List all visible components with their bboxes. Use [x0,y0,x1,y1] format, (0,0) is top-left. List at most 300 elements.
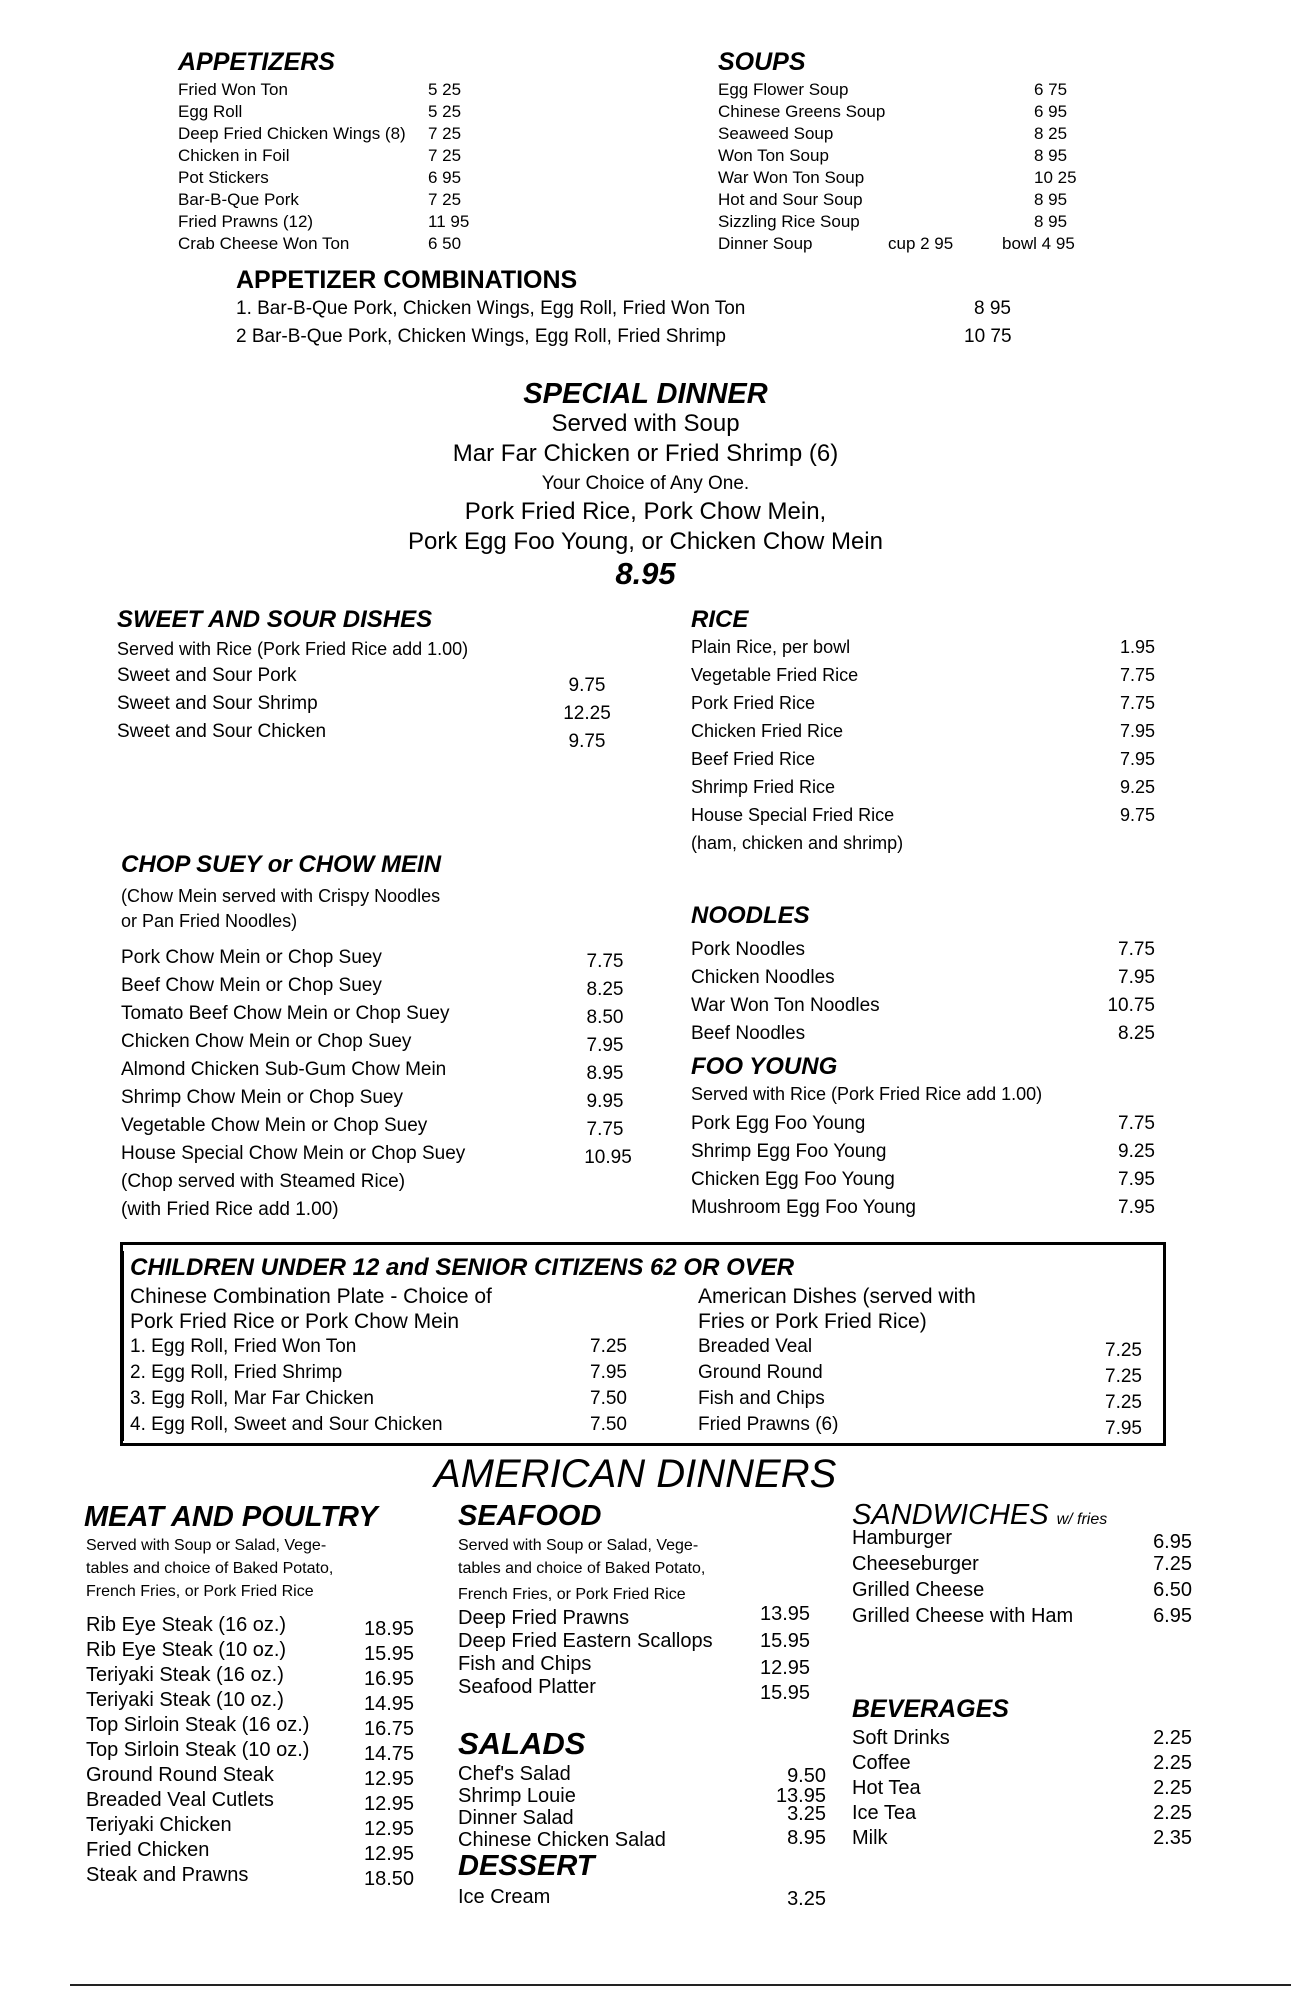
item-name: Mushroom Egg Foo Young [691,1197,916,1218]
item-name: Shrimp Chow Mein or Chop Suey [121,1087,403,1108]
item-name: Chicken Egg Foo Young [691,1169,895,1190]
beverages-title: BEVERAGES [852,1695,1009,1723]
item-name: 3. Egg Roll, Mar Far Chicken [130,1388,374,1409]
item-price: 7.25 [590,1336,627,1357]
children-right-list [698,1336,1158,1440]
list-item [117,693,637,724]
children-left-list [130,1336,650,1440]
list-item [718,168,1088,190]
list-item [852,1827,1192,1852]
bottom-rule [70,1984,1291,1986]
item-name: Top Sirloin Steak (16 oz.) [86,1714,310,1736]
item-price: 9.25 [1118,1141,1155,1162]
item-name: Ice Tea [852,1802,917,1824]
item-name: Crab Cheese Won Ton [178,234,350,253]
item-name: Breaded Veal [698,1336,813,1357]
list-item [458,1829,838,1851]
item-name: Tomato Beef Chow Mein or Chop Suey [121,1003,450,1024]
appetizer-combinations-list [236,298,1036,354]
item-price: 14.75 [363,1743,415,1765]
list-item [691,1169,1161,1197]
special-dinner-line3: Your Choice of Any One. [541,473,750,494]
item-name: Seafood Platter [458,1676,596,1698]
item-price: 8.50 [586,1007,624,1028]
list-item [691,967,1161,995]
chop-suey-note2: or Pan Fried Noodles) [121,911,298,931]
list-item [691,1113,1161,1141]
appetizers-title: APPETIZERS [178,48,335,76]
item-price: 7.25 [1105,1340,1142,1361]
item-price: 7.95 [1118,1197,1155,1218]
list-item [121,1003,641,1031]
item-price: 6 95 [1034,102,1068,121]
children-right-line2: Fries or Pork Fried Rice) [698,1310,927,1333]
item-name: Beef Chow Mein or Chop Suey [121,975,382,996]
item-name: 2 Bar-B-Que Pork, Chicken Wings, Egg Roll, Fried Shrimp [236,326,726,347]
special-dinner-line2: Mar Far Chicken or Fried Shrimp (6) [452,440,839,467]
item-name: Chinese Greens Soup [718,102,886,121]
item-name: Dinner Soup [718,234,813,253]
children-title: CHILDREN UNDER 12 and SENIOR CITIZENS 62 OR OVER [130,1254,795,1281]
item-price: 12.25 [563,703,611,724]
list-item [130,1336,650,1362]
item-name: Fried Prawns (6) [698,1414,839,1435]
list-item [691,1197,1161,1225]
item-name: Steak and Prawns [86,1864,249,1886]
item-name: 1. Egg Roll, Fried Won Ton [130,1336,357,1357]
item-price: 15.95 [760,1682,811,1704]
item-price: 9.95 [586,1091,624,1112]
dessert-title: DESSERT [458,1850,595,1882]
chop-suey-title: CHOP SUEY or CHOW MEIN [121,851,442,878]
list-item [117,721,637,752]
list-item [458,1676,838,1704]
item-name: Deep Fried Chicken Wings (8) [178,124,406,143]
item-name: Chinese Chicken Salad [458,1829,666,1851]
item-price: 7.75 [1118,1113,1155,1134]
item-name: Shrimp Louie [458,1785,576,1807]
list-item [458,1886,838,1914]
item-price: 9.25 [1119,777,1155,797]
item-name: Seaweed Soup [718,124,834,143]
appetizer-combinations-title: APPETIZER COMBINATIONS [236,266,578,294]
list-item [121,947,641,975]
list-item [86,1614,446,1639]
list-item [236,326,1036,354]
item-price: 15.95 [363,1643,415,1665]
item-name: 2. Egg Roll, Fried Shrimp [130,1362,343,1383]
item-price: 8 25 [1034,124,1068,143]
seafood-note2: tables and choice of Baked Potato, [458,1560,706,1577]
list-item [852,1727,1192,1752]
chop-suey-note4: (with Fried Rice add 1.00) [121,1199,339,1220]
item-price: 7.95 [1118,967,1155,988]
beverages-list [852,1727,1192,1852]
item-name: Teriyaki Steak (10 oz.) [86,1689,284,1711]
item-name: Vegetable Fried Rice [691,665,859,685]
list-item [121,1115,641,1143]
list-item [458,1653,838,1679]
item-name: Grilled Cheese with Ham [852,1605,1074,1627]
item-price: 7.95 [1118,1169,1155,1190]
list-item [458,1630,838,1653]
list-item [698,1336,1158,1362]
list-item [178,212,488,234]
item-price: 12.95 [363,1843,415,1865]
item-price: 6 50 [428,234,462,253]
item-name: Egg Roll [178,102,243,121]
sandwiches-list [852,1527,1192,1631]
list-item [178,190,488,212]
item-name: Bar-B-Que Pork [178,190,299,209]
sweet-sour-note: Served with Rice (Pork Fried Rice add 1.00) [117,639,469,659]
list-item [178,124,488,146]
item-price: 11 95 [428,212,470,231]
item-name: House Special Chow Mein or Chop Suey [121,1143,466,1164]
item-price: 2.25 [1153,1727,1192,1749]
item-price: 7.95 [586,1035,624,1056]
list-item [718,102,1088,124]
special-dinner-line1: Served with Soup [551,410,740,437]
special-dinner-title: SPECIAL DINNER [523,378,768,410]
item-price: 10.95 [584,1147,632,1168]
item-price: 9.75 [568,731,606,752]
item-name: Shrimp Fried Rice [691,777,836,797]
list-item [86,1814,446,1839]
item-price: 7 25 [428,190,462,209]
item-name: Beef Noodles [691,1023,806,1044]
item-price: 8 95 [1034,212,1068,231]
list-item [178,168,488,190]
dessert-list [458,1886,838,1914]
item-price: 7.75 [586,1119,624,1140]
list-item [121,1143,641,1171]
dinner-soup-row [718,234,1088,256]
item-price: 8 95 [974,298,1011,319]
item-name: Hot Tea [852,1777,921,1799]
meat-poultry-note3: French Fries, or Pork Fried Rice [86,1583,314,1600]
item-name: Grilled Cheese [852,1579,985,1601]
american-dinners-title: AMERICAN DINNERS [434,1452,837,1496]
list-item [121,1087,641,1115]
list-item [236,298,1036,326]
item-price: 13.95 [775,1785,826,1807]
item-name: Top Sirloin Steak (10 oz.) [86,1739,310,1761]
item-name: Soft Drinks [852,1727,950,1749]
item-price: 7 25 [428,146,462,165]
item-price: 6.50 [1153,1579,1192,1601]
item-price: 6 95 [428,168,462,187]
list-item [130,1388,650,1414]
list-item [691,721,1161,749]
item-name: Fish and Chips [698,1388,825,1409]
seafood-note1: Served with Soup or Salad, Vege- [458,1537,699,1554]
item-name: Cheeseburger [852,1553,979,1575]
list-item [130,1362,650,1388]
item-price: 6.95 [1153,1605,1192,1627]
list-item [691,995,1161,1023]
item-name: Coffee [852,1752,911,1774]
chop-suey-list [121,947,641,1227]
item-name: Fried Chicken [86,1839,210,1861]
item-price: 7.95 [1105,1418,1142,1439]
item-price: 18.50 [363,1868,415,1890]
sweet-sour-list [117,665,637,752]
rice-note: (ham, chicken and shrimp) [691,833,904,853]
rice-title: RICE [691,606,749,633]
item-name: Chicken Chow Mein or Chop Suey [121,1031,412,1052]
foo-young-title: FOO YOUNG [691,1053,838,1080]
item-name: Pork Noodles [691,939,806,960]
list-item [852,1553,1192,1579]
list-item [178,102,488,124]
list-item [86,1714,446,1739]
item-price: 10 25 [1034,168,1077,187]
list-item [852,1527,1192,1553]
item-name: Ground Round Steak [86,1764,274,1786]
item-name: Ground Round [698,1362,823,1383]
list-item [178,80,488,102]
item-name: Plain Rice, per bowl [691,637,851,657]
item-name: Hot and Sour Soup [718,190,863,209]
list-item [86,1864,446,1889]
item-price: 7.75 [1119,693,1155,713]
item-price: 9.75 [1119,805,1155,825]
item-price: 14.95 [363,1693,415,1715]
item-name: Deep Fried Eastern Scallops [458,1630,713,1652]
item-price: 6.95 [1153,1531,1192,1553]
meat-poultry-note2: tables and choice of Baked Potato, [86,1560,334,1577]
item-name: Chicken in Foil [178,146,290,165]
item-name: Sizzling Rice Soup [718,212,860,231]
item-name: Fish and Chips [458,1653,592,1675]
item-price: 2.25 [1153,1752,1192,1774]
children-left-line1: Chinese Combination Plate - Choice of [130,1285,492,1308]
noodles-title: NOODLES [691,902,810,929]
item-name: Rib Eye Steak (10 oz.) [86,1639,287,1661]
list-note [121,1171,641,1199]
item-name: Chicken Noodles [691,967,835,988]
item-price: 15.95 [760,1630,811,1652]
item-price: 13.95 [760,1603,811,1625]
item-price: 7.75 [586,951,624,972]
list-item [86,1764,446,1789]
noodles-list [691,939,1161,1051]
item-name: Almond Chicken Sub-Gum Chow Mein [121,1059,447,1080]
item-price: 5 25 [428,102,462,121]
list-item [852,1777,1192,1802]
item-price: 12.95 [363,1793,415,1815]
bowl-price: bowl 4 95 [1002,234,1075,253]
list-item [718,124,1088,146]
item-price: 7.50 [590,1414,627,1435]
item-name: Breaded Veal Cutlets [86,1789,274,1811]
list-item [718,146,1088,168]
item-name: Shrimp Egg Foo Young [691,1141,887,1162]
item-name: Sweet and Sour Shrimp [117,693,318,714]
cup-price: cup 2 95 [888,234,954,253]
list-item [86,1839,446,1864]
item-price: 5 25 [428,80,462,99]
item-name: 4. Egg Roll, Sweet and Sour Chicken [130,1414,443,1435]
list-item [698,1362,1158,1388]
item-price: 7.25 [1153,1553,1192,1575]
appetizers-list [178,80,488,256]
list-item [117,665,637,696]
special-dinner-line5: Pork Egg Foo Young, or Chicken Chow Mein [408,528,883,555]
foo-young-list [691,1113,1161,1225]
list-note [121,1199,641,1227]
item-name: Fried Won Ton [178,80,288,99]
item-name: 1. Bar-B-Que Pork, Chicken Wings, Egg Roll, Fried Won Ton [236,298,746,319]
list-item [178,146,488,168]
item-price: 12.95 [363,1818,415,1840]
list-item [718,80,1088,102]
foo-young-note: Served with Rice (Pork Fried Rice add 1.00) [691,1084,1043,1104]
item-price: 7.50 [590,1388,627,1409]
list-item [691,1141,1161,1169]
item-price: 7.95 [1119,749,1155,769]
item-price: 16.95 [363,1668,415,1690]
meat-poultry-list [86,1614,446,1889]
item-name: Teriyaki Chicken [86,1814,232,1836]
list-item [691,805,1161,833]
list-item [86,1664,446,1689]
list-item [691,1023,1161,1051]
item-name: Ice Cream [458,1886,551,1908]
item-price: 7.75 [1119,665,1155,685]
item-price: 8.25 [1118,1023,1155,1044]
box-left-rule [121,1251,124,1441]
item-price: 6 75 [1034,80,1068,99]
list-item [86,1789,446,1814]
special-dinner-price: 8.95 [615,556,676,591]
meat-poultry-title: MEAT AND POULTRY [84,1501,378,1533]
item-name: Deep Fried Prawns [458,1607,630,1629]
item-name: Pot Stickers [178,168,269,187]
special-dinner-line4: Pork Fried Rice, Pork Chow Mein, [464,498,827,525]
item-name: Beef Fried Rice [691,749,816,769]
item-name: Vegetable Chow Mein or Chop Suey [121,1115,428,1136]
list-item [852,1802,1192,1827]
list-item [852,1605,1192,1631]
item-name: Milk [852,1827,888,1849]
item-price: 7.95 [590,1362,627,1383]
list-item [691,749,1161,777]
item-price: 18.95 [363,1618,415,1640]
list-item [458,1803,838,1829]
item-price: 2.25 [1153,1802,1192,1824]
item-name: Chicken Fried Rice [691,721,844,741]
item-name: War Won Ton Noodles [691,995,880,1016]
item-name: Pork Egg Foo Young [691,1113,866,1134]
item-price: 7.75 [1118,939,1155,960]
item-price: 3.25 [787,1803,826,1825]
list-item [691,939,1161,967]
item-name: Pork Chow Mein or Chop Suey [121,947,382,968]
item-name: Chef's Salad [458,1763,571,1785]
item-price: 8.95 [586,1063,624,1084]
item-price: 7.25 [1105,1366,1142,1387]
item-name: Dinner Salad [458,1807,574,1829]
item-price: 12.95 [363,1768,415,1790]
item-name: Won Ton Soup [718,146,829,165]
item-name: Teriyaki Steak (16 oz.) [86,1664,284,1686]
chop-suey-note3: (Chop served with Steamed Rice) [121,1171,406,1192]
item-price: 2.25 [1153,1777,1192,1799]
salads-title: SALADS [458,1726,586,1761]
list-item [86,1639,446,1664]
list-item [86,1739,446,1764]
item-price: 8.25 [586,979,624,1000]
chop-suey-note1: (Chow Mein served with Crispy Noodles [121,886,441,906]
item-name: House Special Fried Rice [691,805,895,825]
item-price: 2.35 [1153,1827,1192,1849]
list-item [852,1579,1192,1605]
item-price: 7.95 [1119,721,1155,741]
item-name: Fried Prawns (12) [178,212,314,231]
item-price: 10 75 [964,326,1012,347]
item-price: 10.75 [1107,995,1155,1016]
item-price: 3.25 [787,1888,826,1910]
rice-list [691,637,1161,861]
list-item [86,1689,446,1714]
item-name: Rib Eye Steak (16 oz.) [86,1614,287,1636]
list-item [698,1388,1158,1414]
item-price: 12.95 [760,1657,811,1679]
item-price: 8.95 [787,1827,826,1849]
seafood-title: SEAFOOD [458,1500,602,1532]
list-item [698,1414,1158,1440]
item-name: Egg Flower Soup [718,80,849,99]
seafood-note3: French Fries, or Pork Fried Rice [458,1586,686,1603]
list-item [852,1752,1192,1777]
soups-title: SOUPS [718,48,806,76]
list-item [178,234,488,256]
list-item [718,190,1088,212]
list-item [691,637,1161,665]
list-item [691,693,1161,721]
item-name: Sweet and Sour Pork [117,665,297,686]
item-price: 7.25 [1105,1392,1142,1413]
item-price: 9.75 [568,675,606,696]
list-item [691,665,1161,693]
list-item [458,1603,838,1630]
list-item [691,777,1161,805]
meat-poultry-note1: Served with Soup or Salad, Vege- [86,1537,327,1554]
soups-list [718,80,1088,256]
sweet-sour-title: SWEET AND SOUR DISHES [117,606,433,633]
item-name: Hamburger [852,1527,953,1549]
seafood-list [458,1603,838,1704]
salads-list [458,1763,838,1851]
item-price: 8 95 [1034,146,1068,165]
list-item [130,1414,650,1440]
children-right-line1: American Dishes (served with [698,1285,976,1308]
sandwiches-title: SANDWICHES [852,1499,1049,1531]
item-price: 7 25 [428,124,462,143]
item-price: 8 95 [1034,190,1068,209]
list-item [121,1031,641,1059]
children-left-line2: Pork Fried Rice or Pork Chow Mein [130,1310,460,1333]
item-price: 9.50 [787,1765,826,1787]
item-name: Pork Fried Rice [691,693,816,713]
item-name: Sweet and Sour Chicken [117,721,327,742]
list-item [121,975,641,1003]
item-name: War Won Ton Soup [718,168,865,187]
item-price: 1.95 [1119,637,1155,657]
list-note [691,833,1161,861]
